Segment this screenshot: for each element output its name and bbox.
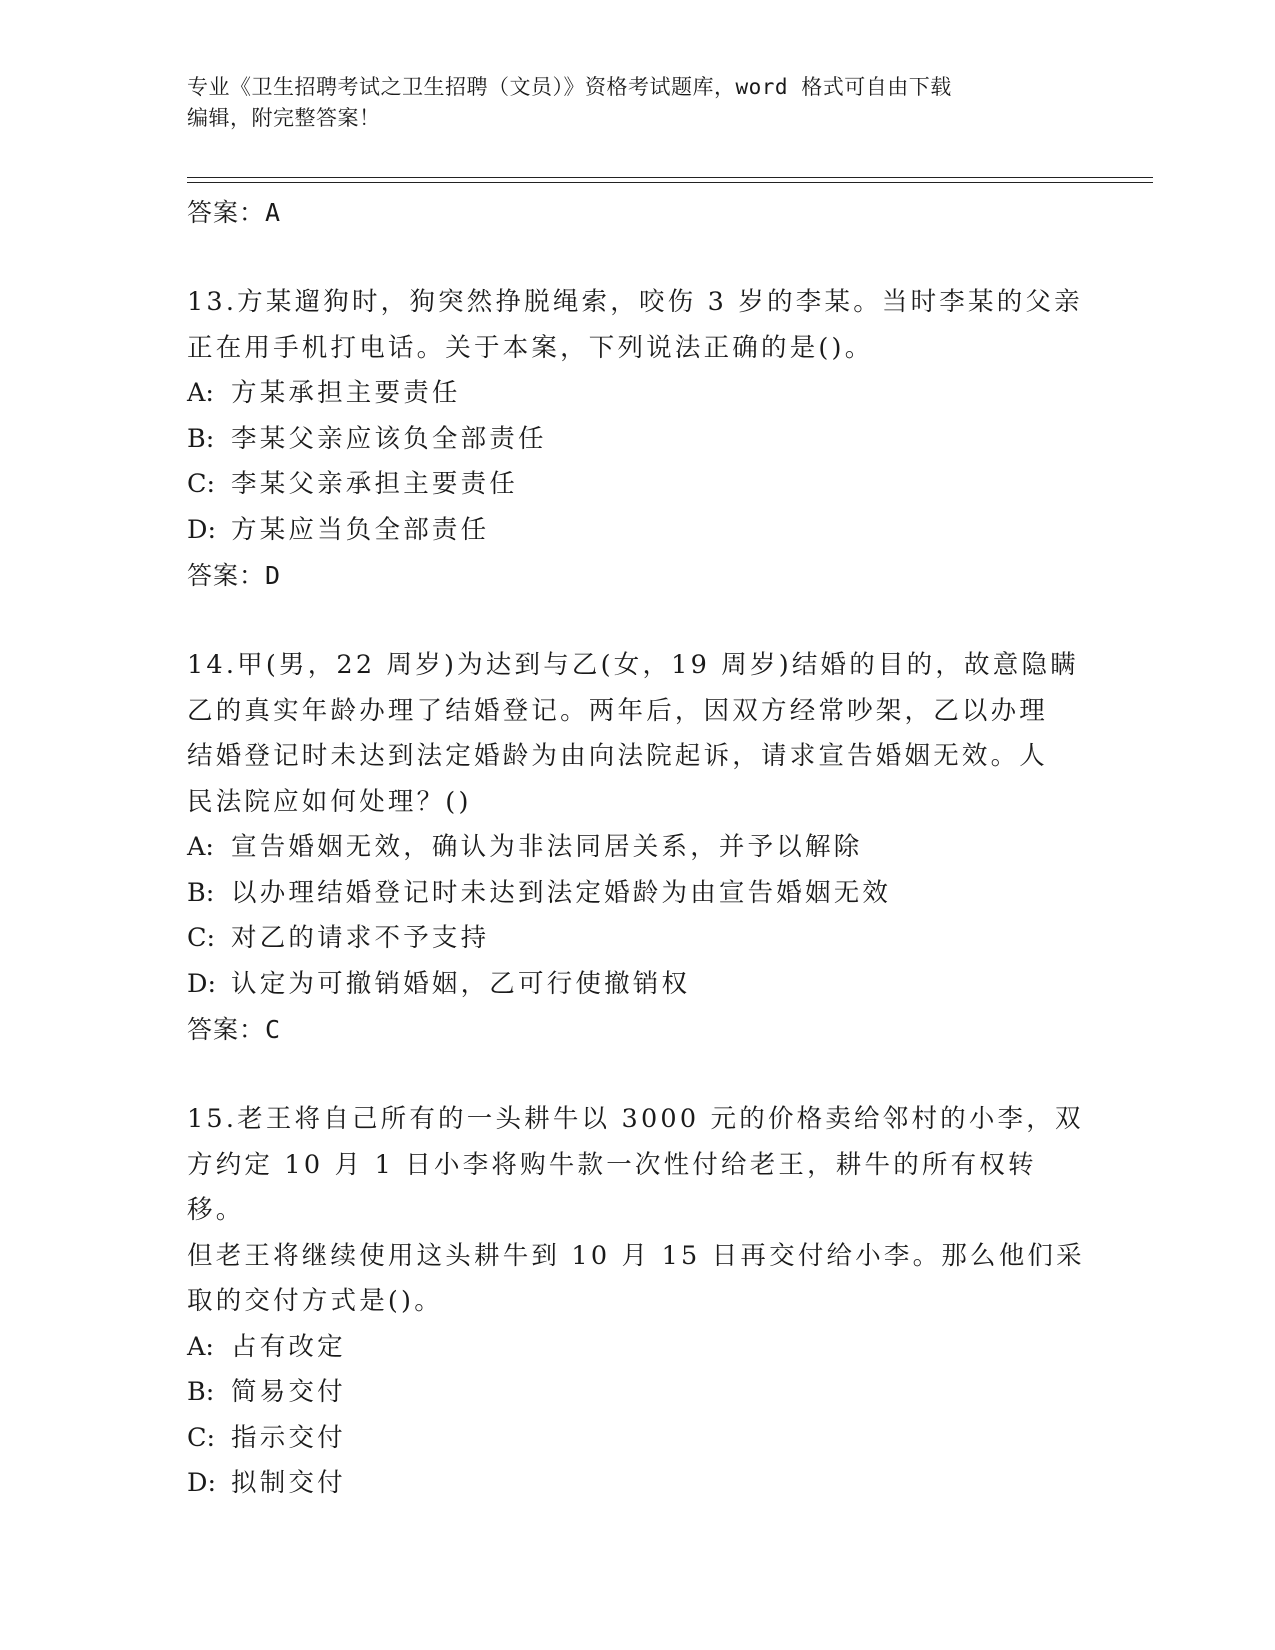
stem-line: 民法院应如何处理？() <box>187 786 472 817</box>
option-text: 以办理结婚登记时未达到法定婚龄为由宣告婚姻无效 <box>231 877 892 908</box>
header-line-2: 编辑，附完整答案！ <box>187 106 381 130</box>
option-text: 方某应当负全部责任 <box>231 514 490 545</box>
answer-line: 答案：A <box>187 198 282 227</box>
question-15 <box>187 1097 1087 1507</box>
option-a <box>187 1325 1087 1371</box>
option-c <box>187 916 1087 962</box>
stem-line: 正在用手机打电话。关于本案，下列说法正确的是()。 <box>187 332 874 363</box>
option-d <box>187 1461 1087 1507</box>
option-letter: C: <box>187 469 216 499</box>
stem-line: 方约定 10 月 1 日小李将购牛款一次性付给老王，耕牛的所有权转移。 <box>187 1149 1037 1225</box>
header-divider-top <box>187 177 1153 178</box>
option-c <box>187 1416 1087 1462</box>
option-letter: D: <box>187 1468 217 1498</box>
option-text: 李某父亲应该负全部责任 <box>231 423 547 454</box>
option-text: 李某父亲承担主要责任 <box>231 469 519 499</box>
question-stem <box>187 643 1087 825</box>
option-b <box>187 417 1087 463</box>
option-d <box>187 508 1087 554</box>
question-14 <box>187 643 1087 1052</box>
question-13 <box>187 280 1087 598</box>
document-header <box>187 72 1067 134</box>
option-letter: D: <box>187 968 217 999</box>
option-letter: B: <box>187 877 215 908</box>
option-letter: B: <box>187 423 215 454</box>
option-text: 方某承担主要责任 <box>231 378 461 408</box>
option-letter: A: <box>187 1331 215 1362</box>
question-list <box>187 190 1087 1507</box>
option-text: 拟制交付 <box>231 1468 346 1498</box>
option-c <box>187 462 1087 508</box>
option-a <box>187 825 1087 871</box>
question-stem <box>187 1097 1087 1325</box>
answer-line: 答案：D <box>187 561 282 590</box>
answer-line: 答案：C <box>187 1015 282 1044</box>
spacer <box>187 235 1087 280</box>
spacer <box>187 1052 1087 1097</box>
option-text: 简易交付 <box>231 1377 346 1407</box>
option-text: 指示交付 <box>231 1422 346 1453</box>
option-text: 宣告婚姻无效，确认为非法同居关系，并予以解除 <box>231 832 863 862</box>
option-a <box>187 371 1087 417</box>
option-text: 认定为可撤销婚姻，乙可行使撤销权 <box>231 968 691 999</box>
option-letter: B: <box>187 1377 215 1407</box>
stem-line: 15.老王将自己所有的一头耕牛以 3000 元的价格卖给邻村的小李，双 <box>187 1104 1084 1134</box>
stem-line: 13.方某遛狗时，狗突然挣脱绳索，咬伤 3 岁的李某。当时李某的父亲 <box>187 287 1083 317</box>
option-text: 对乙的请求不予支持 <box>231 923 490 953</box>
option-letter: A: <box>187 832 215 862</box>
option-b <box>187 1370 1087 1416</box>
option-text: 占有改定 <box>231 1331 346 1362</box>
question-stem <box>187 280 1087 371</box>
option-letter: C: <box>187 1422 216 1453</box>
stem-line: 14.甲(男，22 周岁)为达到与乙(女，19 周岁)结婚的目的，故意隐瞒 <box>187 650 1079 680</box>
option-b <box>187 871 1087 917</box>
stem-line: 结婚登记时未达到法定婚龄为由向法院起诉，请求宣告婚姻无效。人 <box>187 741 1049 771</box>
stem-line: 但老王将继续使用这头耕牛到 10 月 15 日再交付给小李。那么他们采 <box>187 1240 1085 1271</box>
header-divider-bottom <box>187 182 1153 183</box>
option-d <box>187 962 1087 1008</box>
header-line-1: 专业《卫生招聘考试之卫生招聘（文员）》资格考试题库，word 格式可自由下载 <box>187 75 952 99</box>
option-letter: D: <box>187 514 217 545</box>
stem-line: 取的交付方式是()。 <box>187 1286 443 1316</box>
spacer <box>187 598 1087 643</box>
stem-line: 乙的真实年龄办理了结婚登记。两年后，因双方经常吵架，乙以办理 <box>187 695 1049 726</box>
option-letter: A: <box>187 378 215 408</box>
option-letter: C: <box>187 923 216 953</box>
